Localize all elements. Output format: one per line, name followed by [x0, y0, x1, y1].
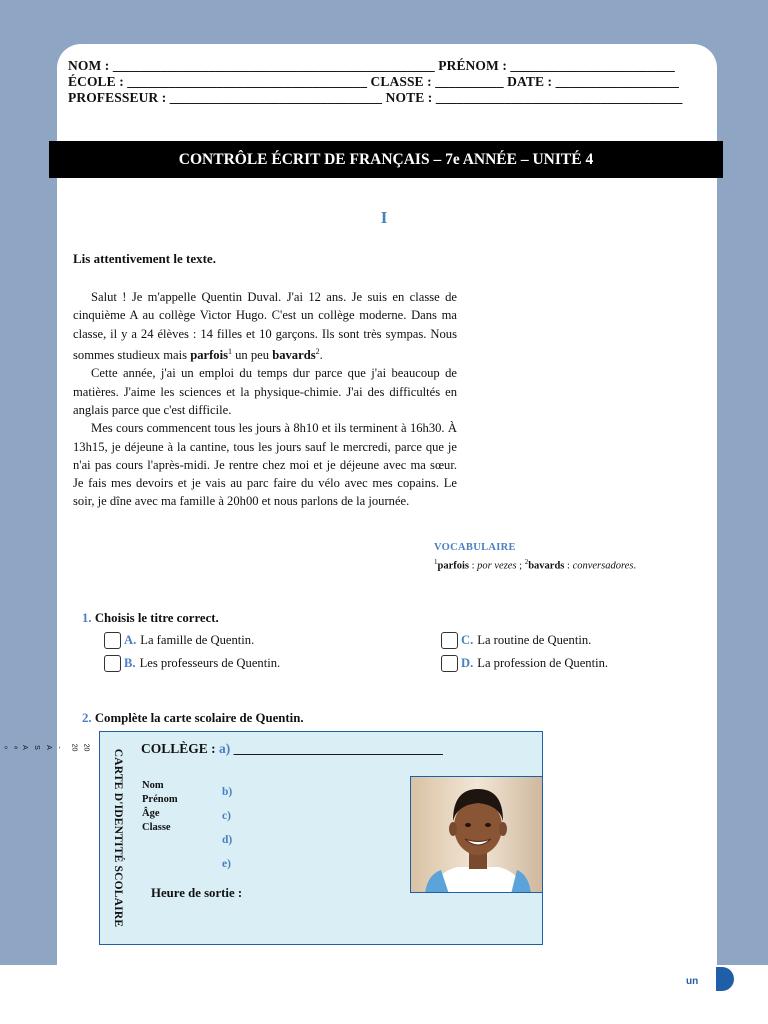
question-1-text: Choisis le titre correct. [94, 611, 219, 625]
option-d-checkbox[interactable] [441, 655, 458, 672]
college-blank[interactable]: _______________________________ [230, 741, 443, 756]
vocab-separator: ; [516, 560, 525, 572]
side-code-4: S [32, 745, 40, 750]
header-name-line: NOM : _______________________________________________ PRÉNOM : ________________________ [68, 58, 675, 73]
question-1 [82, 611, 219, 626]
option-a [104, 632, 254, 649]
field-prenom: Prénom [142, 794, 178, 805]
card-vertical-title [102, 741, 134, 935]
option-c [441, 632, 591, 649]
answer-c[interactable]: c) [222, 810, 231, 822]
paragraph-2: Cette année, j'ai un emploi du temps dur parce que j'ai beaucoup de matières. J'aime les sciences et la physique-chimie. J'ai des difficultés en anglais parce que c'est difficile. [73, 366, 457, 417]
vocab-translation-1: por vezes [477, 560, 517, 572]
option-a-text: La famille de Quentin. [140, 633, 255, 647]
option-b-text: Les professeurs de Quentin. [139, 656, 281, 670]
vocab-num-1: 1 [434, 558, 438, 566]
vocab-end: . [633, 560, 637, 572]
option-b [104, 655, 280, 672]
paragraph-3: Mes cours commencent tous les jours à 8h10 et ils terminent à 16h30. À 13h15, je déjeune à la cantine, tous les jours sauf le mercredi, parce que je n'ai pas cours l'après-midi. Je rentre chez moi et je déjeune avec ma sœur. Je fais mes devoirs et je vais au parc faire du vélo avec mes copains. Le soir, je dîne avec ma famille à 20h00 et nous parlons de la journée. [73, 421, 457, 509]
instruction: Lis attentivement le texte. [73, 251, 216, 266]
section-number: I [380, 208, 388, 227]
option-b-checkbox[interactable] [104, 655, 121, 672]
side-code-3: A [44, 745, 52, 750]
college-field [141, 741, 443, 757]
field-classe: Classe [142, 822, 171, 833]
option-a-letter: A. [124, 633, 137, 647]
vocab-definitions [434, 558, 636, 572]
header-teacher-line: PROFESSEUR : _______________________________ NOTE : ____________________________________ [68, 90, 683, 105]
side-reference-code [2, 740, 106, 760]
p1-part-c: . [319, 348, 323, 363]
answer-e[interactable]: e) [222, 858, 231, 870]
side-code-1: 20 [70, 743, 78, 752]
option-c-text: La routine de Quentin. [477, 633, 592, 647]
side-code-7: º [0, 746, 7, 749]
college-label: COLLÈGE : [141, 741, 220, 756]
student-photo [410, 776, 543, 893]
title-bar [49, 141, 723, 178]
field-age: Âge [142, 808, 160, 819]
question-1-number: 1. [82, 611, 92, 625]
p1-part-b: un peu [231, 348, 273, 363]
option-d [441, 655, 608, 672]
option-d-letter: D. [461, 656, 474, 670]
question-2 [82, 711, 304, 726]
student-photo-illustration [411, 777, 543, 893]
option-d-text: La profession de Quentin. [477, 656, 609, 670]
vocab-translation-2: conversadores [572, 560, 634, 572]
page-number: un [686, 976, 699, 987]
exit-time-label: Heure de sortie : [151, 886, 243, 900]
header-school-line: ÉCOLE : ___________________________________ CLASSE : __________ DATE : __________________ [68, 74, 679, 89]
answer-d[interactable]: d) [222, 834, 233, 846]
option-a-checkbox[interactable] [104, 632, 121, 649]
page-tab [716, 967, 734, 991]
vocab-colon-2: : [564, 560, 573, 572]
field-nom: Nom [142, 780, 164, 791]
side-code-0: 20 [82, 743, 90, 752]
reading-text [73, 288, 457, 511]
option-b-letter: B. [124, 656, 136, 670]
p1-note-1: 1 [227, 346, 232, 356]
page-title: CONTRÔLE ÉCRIT DE FRANÇAIS – 7e ANNÉE – UNITÉ 4 [178, 151, 594, 168]
side-code-6: ª [9, 746, 17, 749]
p1-part-a: Salut ! Je m'appelle Quentin Duval. J'ai 12 ans. Je suis en classe de cinquième A au collège Victor Hugo. C'est un collège moderne. Dans ma classe, il y a 24 élèves : 14 filles et 10 garçons. Ils sont très sympas. Nous sommes studieux mais [73, 290, 457, 363]
option-c-letter: C. [461, 633, 474, 647]
vocab-title: VOCABULAIRE [434, 542, 516, 553]
vocab-word-2: bavards [528, 560, 565, 572]
side-code-5: A [20, 745, 28, 750]
p1-word-parfois: parfois [190, 348, 228, 363]
vocab-num-2: 2 [524, 558, 529, 566]
p1-note-2: 2 [315, 346, 320, 356]
question-2-number: 2. [82, 711, 92, 725]
p1-word-bavards: bavards [272, 348, 316, 363]
paragraph-1 [73, 288, 457, 364]
question-2-text: Complète la carte scolaire de Quentin. [94, 711, 304, 725]
option-c-checkbox[interactable] [441, 632, 458, 649]
college-letter: a) [219, 741, 231, 756]
vocab-word-1: parfois [437, 560, 469, 572]
vocab-colon-1: : [469, 560, 478, 572]
answer-b[interactable]: b) [222, 786, 233, 798]
card-vertical-text: CARTE D'IDENTITÉ SCOLAIRE [112, 748, 124, 928]
side-code-2: - [55, 746, 63, 749]
